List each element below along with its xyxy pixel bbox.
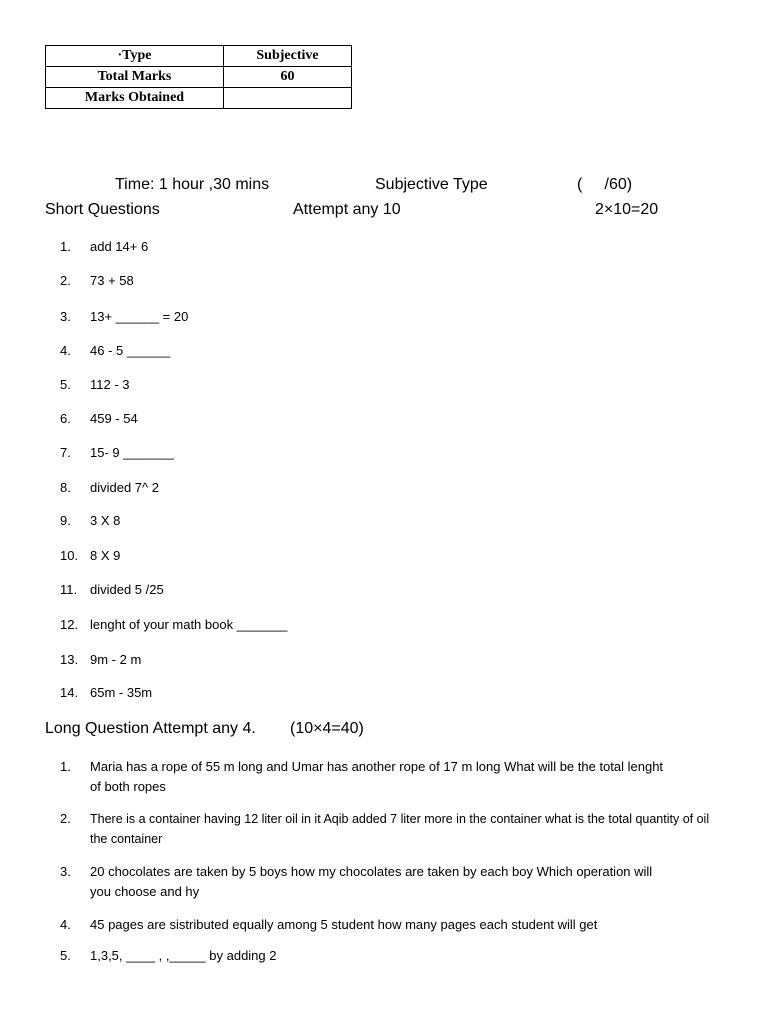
question-text: 112 - 3 [90, 377, 130, 392]
question-number: 13. [60, 652, 79, 667]
question-number: 7. [60, 445, 71, 460]
question-number: 10. [60, 548, 79, 563]
marks-value: 60 [224, 67, 352, 88]
question-number: 4. [60, 343, 71, 358]
question-text: 73 + 58 [90, 273, 134, 288]
question-number: 5. [60, 377, 71, 392]
question-text: lenght of your math book _______ [90, 617, 288, 632]
marks-row-obtained [46, 88, 352, 109]
question-number: 5. [60, 948, 71, 963]
question-text: 459 - 54 [90, 411, 138, 426]
question-number: 1. [60, 239, 71, 254]
question-number: 8. [60, 480, 71, 495]
question-number: 4. [60, 917, 71, 932]
question-text: 8 X 9 [90, 548, 121, 563]
question-number: 2. [60, 811, 71, 826]
question-number: 2. [60, 273, 71, 288]
subjective-type-label: Subjective Type [375, 176, 488, 193]
question-number: 3. [60, 309, 71, 324]
question-text: 9m - 2 m [90, 652, 142, 667]
question-text: 1,3,5, ____ , ,_____ by adding 2 [90, 948, 277, 963]
marks-row-type [46, 46, 352, 67]
question-text: Maria has a rope of 55 m long and Umar has another rope of 17 m long What will be the total lenght of both ropes [90, 759, 664, 794]
question-text: 46 - 5 ______ [90, 343, 171, 358]
question-text: 65m - 35m [90, 685, 153, 700]
question-text: 45 pages are sistributed equally among 5 student how many pages each student will get [90, 917, 598, 932]
question-number: 3. [60, 864, 71, 879]
short-questions-title: Short Questions [45, 201, 160, 218]
short-questions-marks: 2×10=20 [595, 201, 659, 218]
time-label: Time: 1 hour ,30 mins [115, 176, 270, 193]
marks-label: Total Marks [46, 67, 224, 88]
marks-label: ·Type [46, 46, 224, 67]
score-label: ( /60) [577, 176, 633, 193]
marks-label: Marks Obtained [46, 88, 224, 109]
question-text: There is a container having 12 liter oil in it Aqib added 7 liter more in the container what is the total quantity of oil the container [90, 812, 710, 846]
question-number: 9. [60, 513, 71, 528]
question-number: 11. [60, 582, 78, 597]
question-number: 6. [60, 411, 71, 426]
long-questions-marks: (10×4=40) [290, 720, 364, 737]
question-number: 1. [60, 759, 71, 774]
question-text: 15- 9 _______ [90, 445, 174, 460]
question-text: 3 X 8 [90, 513, 121, 528]
marks-table [45, 45, 352, 109]
marks-value [224, 88, 352, 109]
question-text: divided 7^ 2 [90, 480, 159, 495]
question-text: add 14+ 6 [90, 239, 149, 254]
question-text: 13+ ______ = 20 [90, 309, 189, 324]
question-number: 14. [60, 685, 79, 700]
question-text: divided 5 /25 [90, 582, 164, 597]
marks-value: Subjective [224, 46, 352, 67]
short-questions-instruction: Attempt any 10 [293, 201, 401, 218]
marks-row-total [46, 67, 352, 88]
question-text: 20 chocolates are taken by 5 boys how my chocolates are taken by each boy Which operation will you choose and hy [90, 864, 653, 899]
long-questions-title: Long Question Attempt any 4. [45, 720, 256, 737]
question-number: 12. [60, 617, 79, 632]
